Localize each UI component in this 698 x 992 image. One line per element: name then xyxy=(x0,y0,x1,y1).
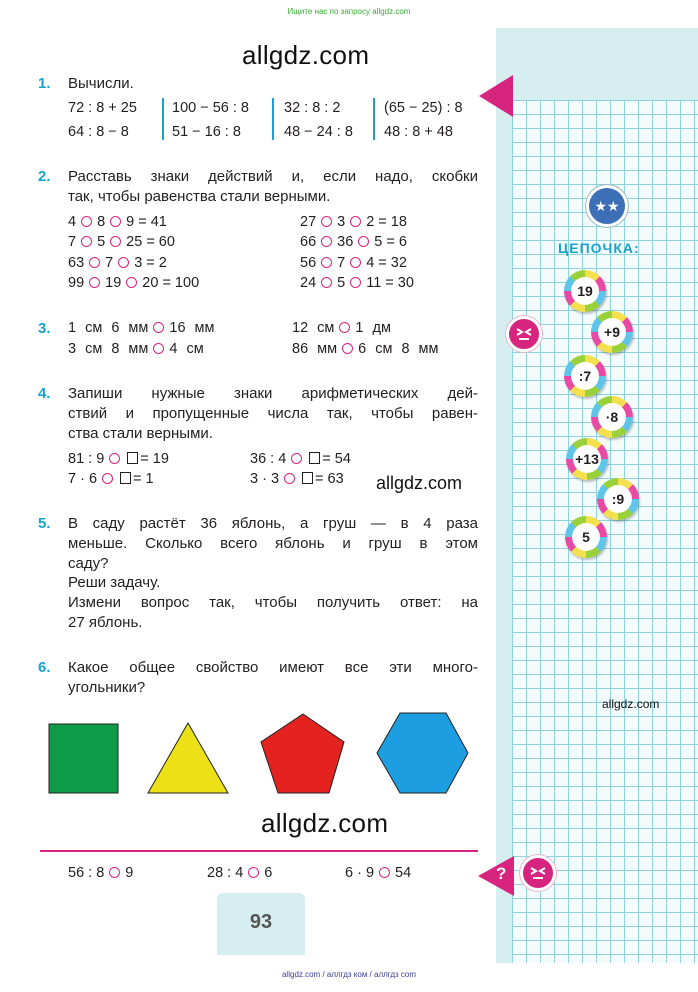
chain-title: ЦЕПОЧКА: xyxy=(558,240,640,256)
sign-circle[interactable] xyxy=(81,236,92,247)
search-hint[interactable]: Ищите нас по запросу allgdz.com xyxy=(287,7,411,16)
divider xyxy=(162,98,164,140)
task2-row: 99 19 20 = 100 xyxy=(68,275,200,291)
compare-circle[interactable] xyxy=(109,867,120,878)
task3-row: 3 см 8 мм 4 см xyxy=(68,341,204,357)
red-pentagon-shape xyxy=(261,714,344,793)
task4-row: 3 · 3 = 63 xyxy=(250,471,344,487)
task3-row: 1 см 6 мм 16 мм xyxy=(68,320,215,336)
blank-square[interactable] xyxy=(302,472,313,484)
bottom-compare: 56 : 8 9 xyxy=(68,865,134,881)
watermark-side: allgdz.com xyxy=(602,697,660,711)
task1-expr: 48 : 8 + 48 xyxy=(384,124,453,140)
yellow-triangle-shape xyxy=(148,723,228,793)
sign-circle[interactable] xyxy=(102,473,113,484)
task3-row: 86 мм 6 см 8 мм xyxy=(292,341,439,357)
sign-circle[interactable] xyxy=(350,277,361,288)
chain-bead: 19 xyxy=(564,270,606,312)
task5-text: В саду растёт 36 яблонь, а груш — в 4 раза xyxy=(68,515,478,532)
task1-number: 1. xyxy=(38,75,51,92)
task2-number: 2. xyxy=(38,168,51,185)
task1-expr: 72 : 8 + 25 xyxy=(68,100,137,116)
task6-number: 6. xyxy=(38,659,51,676)
divider xyxy=(373,98,375,140)
task4-text: ства стали верными. xyxy=(68,425,213,442)
sign-circle[interactable] xyxy=(110,216,121,227)
task4-text: ствий и пропущенные числа так, чтобы равен- xyxy=(68,405,478,422)
task5-number: 5. xyxy=(38,515,51,532)
sign-circle[interactable] xyxy=(126,277,137,288)
task2-row: 63 7 3 = 2 xyxy=(68,255,167,271)
task6-text: угольники? xyxy=(68,679,146,696)
task4-row: 81 : 9 = 19 xyxy=(68,451,169,467)
task4-row: 36 : 4 = 54 xyxy=(250,451,351,467)
task2-row: 7 5 25 = 60 xyxy=(68,234,175,250)
task4-text: Запиши нужные знаки арифметических дей- xyxy=(68,385,478,402)
task2-text: так, чтобы равенства стали верными. xyxy=(68,188,331,205)
sign-circle[interactable] xyxy=(89,257,100,268)
question-mark-icon: ? xyxy=(496,864,507,883)
watermark-mid: allgdz.com xyxy=(376,473,463,493)
watermark-bottom: allgdz.com xyxy=(261,808,389,838)
blank-square[interactable] xyxy=(127,452,138,464)
task3-number: 3. xyxy=(38,320,51,337)
watermark-top: allgdz.com xyxy=(242,40,370,70)
task2-row: 27 3 2 = 18 xyxy=(300,214,407,230)
task1-title: Вычисли. xyxy=(68,75,134,92)
face-icon xyxy=(520,855,556,891)
task5-text: 27 яблонь. xyxy=(68,614,143,631)
task4-number: 4. xyxy=(38,385,51,402)
compare-circle[interactable] xyxy=(339,322,350,333)
footer-links[interactable]: allgdz.com / аллгдз ком / аллгдз com xyxy=(281,970,417,979)
task2-row: 4 8 9 = 41 xyxy=(68,214,167,230)
page-number: 93 xyxy=(249,911,273,933)
task3-row: 12 см 1 дм xyxy=(292,320,391,336)
bottom-compare: 28 : 4 6 xyxy=(207,865,273,881)
task5-text: меньше. Сколько всего яблонь и груш в этом xyxy=(68,535,478,552)
green-square-shape xyxy=(49,724,118,793)
task1-expr: 100 − 56 : 8 xyxy=(172,100,249,116)
stars-badge-icon: ★★ xyxy=(586,185,628,227)
pointer-triangle-icon xyxy=(479,75,513,117)
chain-bead: +9 xyxy=(591,311,633,353)
face-icon xyxy=(506,316,542,352)
compare-circle[interactable] xyxy=(379,867,390,878)
polygons-figure xyxy=(40,708,480,798)
task1-expr: 48 − 24 : 8 xyxy=(284,124,353,140)
task1-expr: 32 : 8 : 2 xyxy=(284,100,341,116)
task2-row: 24 5 11 = 30 xyxy=(300,275,414,291)
task2-row: 66 36 5 = 6 xyxy=(300,234,407,250)
sign-circle[interactable] xyxy=(118,257,129,268)
task1-expr: (65 − 25) : 8 xyxy=(384,100,463,116)
sign-circle[interactable] xyxy=(321,236,332,247)
task2-text: Расставь знаки действий и, если надо, скобки xyxy=(68,168,478,185)
chain-bead: :7 xyxy=(564,355,606,397)
chain-bead: :9 xyxy=(597,478,639,520)
task2-row: 56 7 4 = 32 xyxy=(300,255,407,271)
sign-circle[interactable] xyxy=(110,236,121,247)
chain-bead: ·8 xyxy=(591,396,633,438)
task1-expr: 51 − 16 : 8 xyxy=(172,124,241,140)
task6-text: Какое общее свойство имеют все эти много- xyxy=(68,659,478,676)
task4-row: 7 · 6 = 1 xyxy=(68,471,154,487)
task5-text: Измени вопрос так, чтобы получить ответ: на xyxy=(68,594,478,611)
task5-text: Реши задачу. xyxy=(68,574,161,591)
bottom-compare: 6 · 9 54 xyxy=(345,865,412,881)
sign-circle[interactable] xyxy=(321,257,332,268)
sign-circle[interactable] xyxy=(321,216,332,227)
blank-square[interactable] xyxy=(120,472,131,484)
task1-expr: 64 : 8 − 8 xyxy=(68,124,129,140)
sign-circle[interactable] xyxy=(109,453,120,464)
divider-line xyxy=(40,850,478,852)
sign-circle[interactable] xyxy=(350,216,361,227)
chain-bead: 5 xyxy=(565,516,607,558)
sign-circle[interactable] xyxy=(89,277,100,288)
sign-circle[interactable] xyxy=(350,257,361,268)
sign-circle[interactable] xyxy=(81,216,92,227)
compare-circle[interactable] xyxy=(153,322,164,333)
compare-circle[interactable] xyxy=(342,343,353,354)
compare-circle[interactable] xyxy=(248,867,259,878)
blank-square[interactable] xyxy=(309,452,320,464)
blue-hexagon-shape xyxy=(377,713,468,793)
chain-bead: +13 xyxy=(566,438,608,480)
sign-circle[interactable] xyxy=(291,453,302,464)
sign-circle[interactable] xyxy=(284,473,295,484)
divider xyxy=(272,98,274,140)
compare-circle[interactable] xyxy=(153,343,164,354)
task5-text: саду? xyxy=(68,555,109,572)
sign-circle[interactable] xyxy=(321,277,332,288)
sign-circle[interactable] xyxy=(358,236,369,247)
page-number-tab xyxy=(217,893,305,955)
